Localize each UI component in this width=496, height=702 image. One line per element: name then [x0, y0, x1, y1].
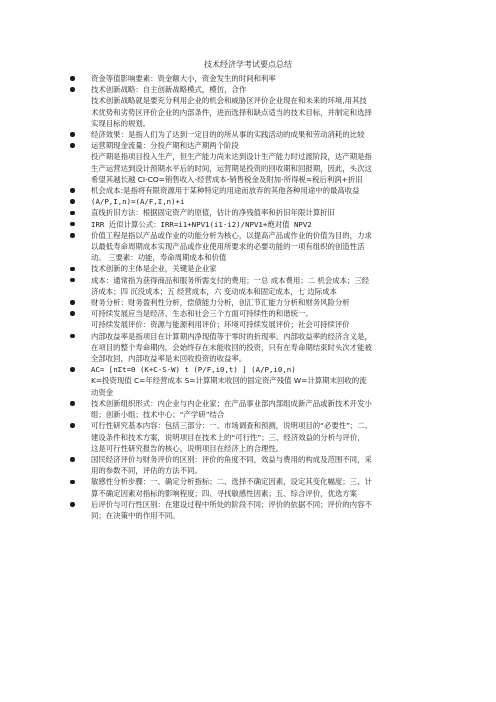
bullet-icon: [70, 480, 75, 485]
bullet-item: [68, 398, 428, 420]
document-body: [68, 73, 428, 521]
bullet-icon: [70, 132, 75, 137]
text-line: 国民经济评价与财务评价的区别：评价的角度不同，效益与费用的构成及范围不同，采: [91, 454, 372, 464]
bullet-item: [68, 140, 428, 151]
bullet-icon: [70, 233, 75, 238]
bullet-item: [68, 420, 428, 454]
text-line: 运营期现金流量：分投产期和达产期两个阶段: [91, 141, 239, 151]
text-line: AC= [nΣt=0 (K+C-S-W) t (P/F,i0,t) ] (A/P,i0,n): [91, 365, 296, 375]
bullet-icon: [70, 311, 75, 316]
text-line: 经济效果：是指人们为了达到一定目的的所从事的实践活动的成果和劳动消耗的比较: [91, 130, 365, 140]
bullet-item: [68, 308, 428, 330]
text-line: 组；创新小组；技术中心；“产学研”结合: [91, 410, 225, 420]
text-line: 实现目标的规划。: [91, 118, 151, 128]
bullet-icon: [70, 188, 75, 193]
bullet-icon: [70, 423, 75, 428]
bullet-icon: [70, 401, 75, 406]
bullet-item: [68, 129, 428, 140]
bullet-icon: [70, 87, 75, 92]
bullet-item: [68, 275, 428, 297]
bullet-item: [68, 499, 428, 521]
text-line: 全部收回，内部收益率是未回收投资的收益率。: [91, 354, 247, 364]
bullet-icon: [70, 334, 75, 339]
text-line: 可持续发展评价：资源与能源利用评价；环境可持续发展评价；社会可持续评价: [91, 320, 350, 330]
bullet-item: [68, 196, 428, 207]
text-line: 资金等值影响要素：资金额大小，资金发生的时间和利率: [91, 74, 276, 83]
text-line: 用的参数不同，评估的方法不同。: [91, 466, 202, 476]
bullet-icon: [70, 300, 75, 305]
document-title: 技术经济学考试要点总结: [204, 60, 292, 69]
text-line: 以最低寿命周期成本实现产品或作业使用所要求的必要功能的一项有组织的创造性活: [91, 242, 365, 252]
text-line: 财务分析：财务盈利性分析，偿债能力分析，创汇节汇能力分析和财务风险分析: [91, 298, 350, 308]
bullet-item: [68, 331, 428, 365]
continuation-paragraph: [68, 95, 428, 129]
bullet-item: [68, 297, 428, 308]
bullet-icon: [70, 457, 75, 462]
bullet-item: [68, 84, 428, 95]
bullet-item: [68, 263, 428, 274]
text-line: 可行性研究基本内容：包括三部分：一、市场调查和预测，说明项目的“必要性”；二、: [91, 421, 373, 431]
text-line: 直线折旧方法：根据固定资产的原值，估计的净残值率和折旧年限计算折旧: [91, 208, 335, 218]
text-line: 这是可行性研究报告的核心，说明项目在经济上的合理性。: [91, 443, 284, 453]
text-line: 投产期是指项目投入生产，但生产能力尚未达到设计生产能力时过渡阶段，达产期是指: [91, 152, 372, 162]
text-line: 技术创新战略就是要充分利用企业的机会和威胁区评价企业现在和未来的环境,用其技: [91, 96, 367, 106]
bullet-icon: [70, 222, 75, 227]
text-line: 术优势和劣势区评价企业的内部条件，进而选择和缺点适当的技术目标，并制定和选择: [91, 107, 372, 117]
text-line: 内部收益率是指项目在计算期内净现值等于零时的折现率。内部收益率的经济含义是，: [91, 331, 372, 341]
text-line: (A/P,I,n)=(A/F,I,n)+i: [91, 197, 185, 207]
bullet-item: [68, 230, 428, 264]
bullet-icon: [70, 143, 75, 148]
bullet-icon: [70, 211, 75, 216]
text-line: 同；在决策中的作用不同。: [91, 510, 180, 520]
text-line: 成本：通常指为获得商品和服务所需支付的费用；一总 成本费用；二 机会成本；三经: [91, 275, 370, 285]
continuation-paragraph: [68, 375, 428, 397]
bullet-item: [68, 364, 428, 375]
bullet-item: [68, 185, 428, 196]
bullet-item: [68, 219, 428, 230]
bullet-icon: [70, 267, 75, 272]
bullet-item: [68, 476, 428, 498]
bullet-icon: [70, 199, 75, 204]
text-line: K=投资现值 C=年经营成本 S=计算期末收回的固定资产残值 W=计算期末回收的流: [91, 376, 367, 386]
text-line: 敏感性分析步骤：一、确定分析指标；二、选择不确定因素，设定其变化幅度；三、计: [91, 477, 372, 487]
text-line: 动。 三要素：功能，寿命周期成本和价值: [91, 253, 227, 263]
text-line: 在项目的整个寿命期内，会始终存在未能收回的投资，只有在寿命期结束时头次才能被: [91, 342, 372, 352]
text-line: 技术创新战略：自主创新战略模式，模仿，合作: [91, 85, 247, 95]
text-line: 济成本；四 沉没成本；五 经营成本，六 变动成本和固定成本，七 边际成本: [91, 286, 337, 296]
bullet-icon: [70, 278, 75, 283]
bullet-item: [68, 207, 428, 218]
bullet-item: [68, 454, 428, 476]
text-line: IRR 近似计算公式：IRR=i1+NPV1(i1-i2)/NPV1+绝对值 NPV2: [91, 219, 312, 229]
text-line: 可持续发展应当是经济、生态和社会三个方面可持续性的和谐统一。: [91, 309, 313, 319]
text-line: 动资金: [91, 387, 114, 397]
text-line: 希望其越长越 CI-CO=销售收入-经营成本-销售税金及附加-所得税=税后利润+折旧: [91, 174, 363, 184]
text-line: 算不确定因素对指标的影响程度；四、寻找敏感性因素；五、综合评价，优选方案: [91, 488, 358, 498]
text-line: 机会成本:是指将有限资源用于某种特定的用途而放弃的其他各种用途中的最高收益: [91, 186, 360, 196]
text-line: 建设条件和技术方案，说明项目在技术上的“可行性”；三、经济效益的分析与评价，: [91, 432, 365, 442]
text-line: 技术创新的主体是企业，关键是企业家: [91, 264, 217, 274]
text-line: 后评价与可行性区别：在建设过程中所处的阶段不同；评价的依据不同；评价的内容不: [91, 499, 372, 509]
continuation-paragraph: [68, 151, 428, 185]
text-line: 价值工程是指以产品或作业的功能分析为核心，以提高产品或作业的价值为目的，力求: [91, 230, 372, 240]
text-line: 生产运营达到设计预期水平后的时间，运营期是投资的回收期和回报期，因此，头次这: [91, 163, 372, 173]
bullet-icon: [70, 367, 75, 372]
bullet-icon: [70, 502, 75, 507]
bullet-item: [68, 73, 428, 84]
text-line: 技术创新组织形式：内企业与内企业家；在产品事业部内部组成新产品或新技术开发小: [91, 398, 372, 408]
bullet-icon: [70, 76, 75, 81]
